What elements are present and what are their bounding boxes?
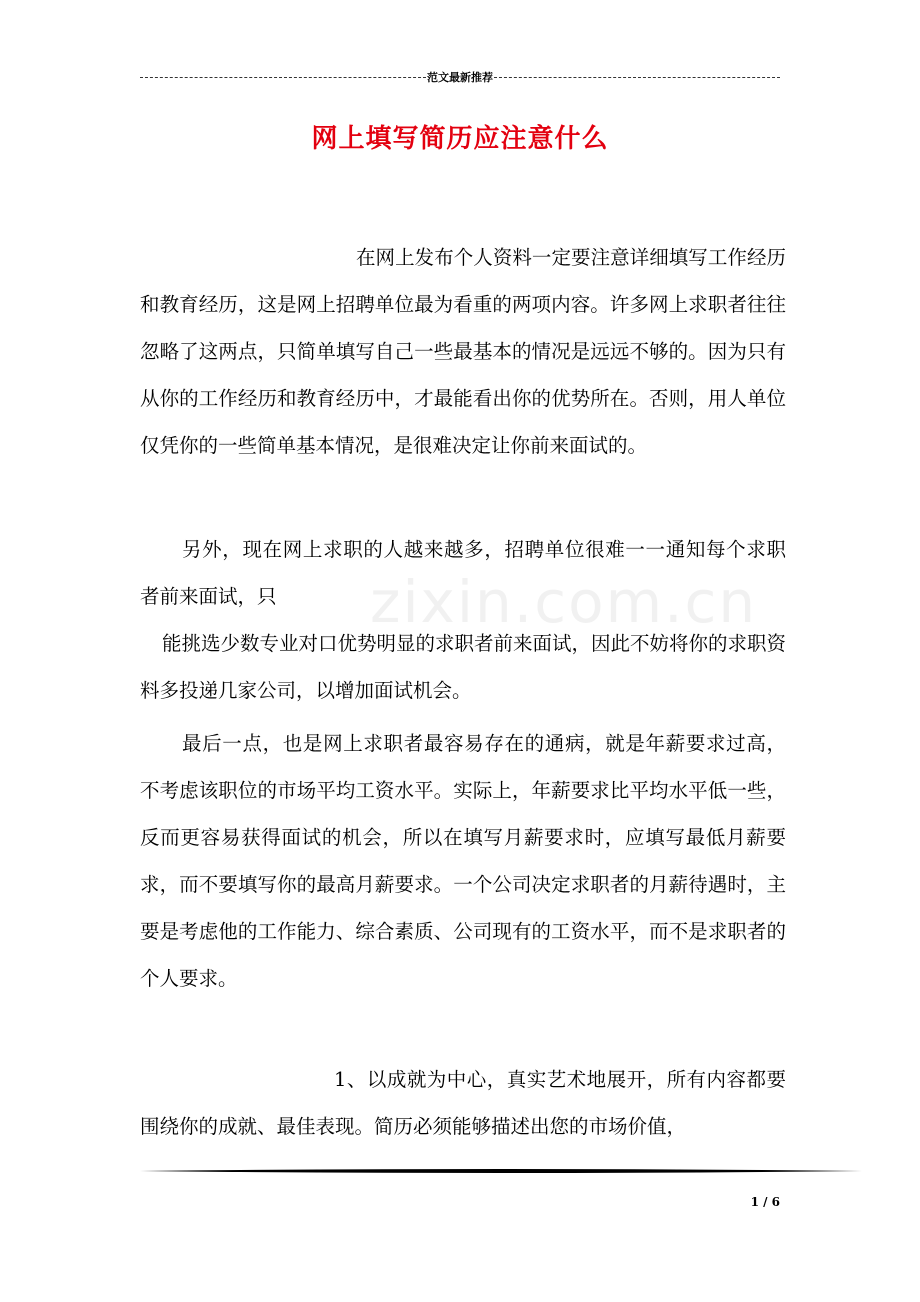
document-title: 网上填写简历应注意什么 — [311, 124, 609, 154]
page-number: 1 / 6 — [750, 1195, 780, 1209]
paragraph-4: 最后一点，也是网上求职者最容易存在的通病，就是年薪要求过高，不考虑该职位的市场平均工资水平。实际上，年薪要求比平均水平低一些，反而更容易获得面试的机会，所以在填写月薪要求时，应填写最低月薪要求，而不要填写你的最高月薪要求。一个公司决定求职者的月薪待遇时，主要是考虑他的工作能力、综合素质、公司现有的工资水平，而不是求职者的个人要求。 — [140, 732, 786, 990]
footer-divider — [140, 1166, 862, 1176]
watermark: zixin.com.cn — [370, 568, 758, 636]
page-header — [140, 68, 780, 86]
header-dash-left — [140, 77, 426, 78]
header-dash-right — [494, 77, 780, 78]
paragraph-2: 另外，现在网上求职的人越来越多，招聘单位很难一一通知每个求职者前来面试，只 — [140, 538, 786, 608]
paragraph-3: 能挑选少数专业对口优势明显的求职者前来面试，因此不妨将你的求职资料多投递几家公司，以增加面试机会。 — [140, 632, 787, 702]
paragraph-1: 在网上发布个人资料一定要注意详细填写工作经历和教育经历，这是网上招聘单位最为看重的两项内容。许多网上求职者往往忽略了这两点，只简单填写自己一些最基本的情况是远远不够的。因为只有从你的工作经历和教育经历中，才最能看出你的优势所在。否则，用人单位仅凭你的一些简单基本情况，是很难决定让你前来面试的。 — [140, 246, 786, 457]
header-label: 范文最新推荐 — [427, 71, 493, 84]
paragraph-5: 1、以成就为中心，真实艺术地展开，所有内容都要围绕你的成就、最佳表现。简历必须能够描述出您的市场价值， — [140, 1068, 786, 1138]
